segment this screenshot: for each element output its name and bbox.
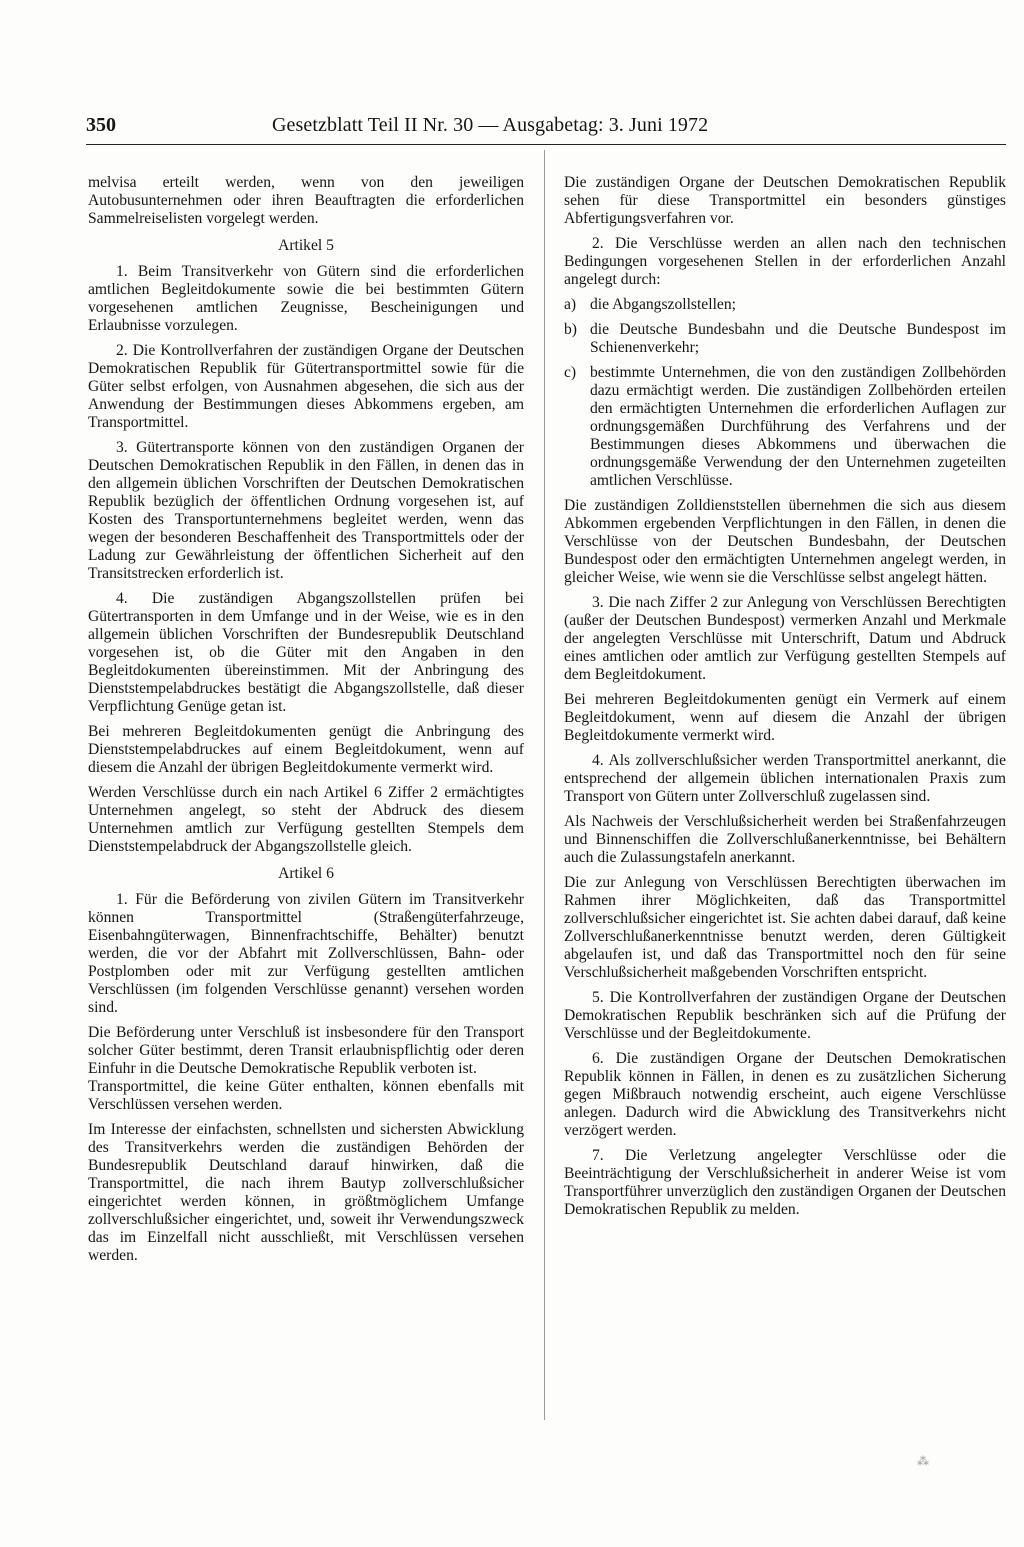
article-5-paragraph-1: 1. Beim Transitverkehr von Gütern sind die erforderlichen amtlichen Begleitdokumente sowie die bei bestimmten Gütern vorgesehenen amtlichen Zeugnisse, Bescheinigungen und Erlaubnisse vorzulegen. xyxy=(88,263,524,334)
list-item-b xyxy=(564,321,1006,357)
page-number: 350 xyxy=(86,114,116,136)
article-5-paragraph-6: Werden Verschlüsse durch ein nach Artikel 6 Ziffer 2 ermächtigtes Unternehmen angelegt, so steht der Abdruck des diesem Unternehmen amtlich zur Verfügung gestellten Stempels dem Dienststempelabdruck der Abgangszollstelle gleich. xyxy=(88,784,524,855)
article-5-paragraph-5: Bei mehreren Begleitdokumenten genügt die Anbringung des Dienststempelabdruckes auf einem Begleitdokument, wenn auf diesem die Anzahl der übrigen Begleitdokumente vermerkt wird. xyxy=(88,723,524,776)
right-paragraph-3: Die zuständigen Zolldienststellen übernehmen die sich aus diesem Abkommen ergebenden Verpflichtungen in den Fällen, in denen die Verschlüsse von der Deutschen Bundesbahn, der Deutschen Bundespost oder den ermächtigten Unternehmen angelegt werden, in gleicher Weise, wie wenn sie die Verschlüsse selbst angelegt hätten. xyxy=(564,497,1006,586)
right-paragraph-6: 4. Als zollverschlußsicher werden Transportmittel anerkannt, die entsprechend der allgemein üblichen internationalen Praxis zum Transport von Gütern unter Zollverschluß zugelassen sind. xyxy=(564,752,1006,805)
list-item-a-marker: a) xyxy=(564,296,577,313)
article-6-paragraph-1: 1. Für die Beförderung von zivilen Gütern im Transitverkehr können Transportmittel (Straßengüterfahrzeuge, Eisenbahngüterwagen, Binnenfrachtschiffe, Behälter) benutzt werden, die vor der Abfahrt mit Zollverschlüssen, Bahn- oder Postplomben oder mit zur Verfügung gestellten amtlichen Verschlüssen (im folgenden Verschlüsse genannt) versehen worden sind. xyxy=(88,891,524,1016)
list-item-a-text: die Abgangszollstellen; xyxy=(590,296,736,313)
right-column xyxy=(564,174,1006,1226)
article-6-paragraph-4: Im Interesse der einfachsten, schnellsten und sichersten Abwicklung des Transitverkehrs werden die zuständigen Behörden der Bundesrepublik Deutschland darauf hinwirken, daß die Transportmittel, die nach ihrem Bautyp zollverschlußsicher eingerichtet werden können, in größtmöglichem Umfange zollverschlußsicher eingerichtet, und, soweit ihr Verwendungszweck das im Einzelfall nicht ausschließt, mit Verschlüssen versehen werden. xyxy=(88,1121,524,1264)
article-5-paragraph-2: 2. Die Kontrollverfahren der zuständigen Organe der Deutschen Demokratischen Republik für Gütertransportmittel sowie für die Güter selbst erfolgen, von Ausnahmen abgesehen, die sich aus der Anwendung der Bestimmungen dieses Abkommens ergeben, am Transportmittel. xyxy=(88,342,524,431)
left-column xyxy=(88,174,524,1272)
article-6-paragraph-3: Transportmittel, die keine Güter enthalten, können ebenfalls mit Verschlüssen versehen werden. xyxy=(88,1078,524,1113)
right-paragraph-1: Die zuständigen Organe der Deutschen Demokratischen Republik sehen für diese Transportmittel ein besonders günstiges Abfertigungsverfahren vor. xyxy=(564,174,1006,227)
right-paragraph-8: Die zur Anlegung von Verschlüssen Berechtigten überwachen im Rahmen ihrer Möglichkeiten, daß das Transportmittel zollverschlußsicher eingerichtet ist. Sie achten dabei darauf, daß keine Zollverschlußanerkenntnisse benutzt werden, deren Gültigkeit abgelaufen ist, und daß das Transportmittel noch den für seine Verschlußsicherheit maßgebenden Vorschriften entspricht. xyxy=(564,874,1006,981)
list-item-a xyxy=(564,296,1006,314)
column-divider xyxy=(544,150,545,1420)
right-paragraph-7: Als Nachweis der Verschlußsicherheit werden bei Straßenfahrzeugen und Binnenschiffen die Zollverschlußanerkenntnisse, bei Behältern auch die Zulassungstafeln anerkannt. xyxy=(564,813,1006,866)
list-item-c-marker: c) xyxy=(564,364,577,381)
right-paragraph-4: 3. Die nach Ziffer 2 zur Anlegung von Verschlüssen Berechtigten (außer der Deutschen Bundespost) vermerken Anzahl und Merkmale der angelegten Verschlüsse mit Unterschrift, Datum und Abdruck eines amtlichen oder amtlich zur Verfügung gestellten Stempels auf dem Begleitdokument. xyxy=(564,594,1006,683)
header-rule xyxy=(86,144,1006,145)
right-paragraph-9: 5. Die Kontrollverfahren der zuständigen Organe der Deutschen Demokratischen Republik beschränken sich auf die Prüfung der Verschlüsse und der Begleitdokumente. xyxy=(564,989,1006,1042)
right-paragraph-11: 7. Die Verletzung angelegter Verschlüsse oder die Beeinträchtigung der Verschlußsicherheit in anderer Weise ist vom Transportführer unverzüglich den zuständigen Organen der Deutschen Demokratischen Republik zu melden. xyxy=(564,1147,1006,1218)
article-5-paragraph-4: 4. Die zuständigen Abgangszollstellen prüfen bei Gütertransporten in dem Umfange und in der Weise, wie es in den allgemein üblichen Vorschriften der Bundesrepublik Deutschland vorgesehen ist, ob die Güter mit den Angaben in den Begleitdokumenten übereinstimmen. Mit der Anbringung des Dienststempelabdruckes bestätigt die Abgangszollstelle, daß dieser Verpflichtung Genüge getan ist. xyxy=(88,590,524,715)
article-5-paragraph-3: 3. Gütertransporte können von den zuständigen Organen der Deutschen Demokratischen Republik in den Fällen, in denen das in den allgemein üblichen Vorschriften der Deutschen Demokratischen Republik bezüglich der öffentlichen Ordnung vorgesehen ist, auf Kosten des Transportunternehmens begleitet werden, wenn das wegen der besonderen Beschaffenheit des Transportmittels oder der Ladung zur Gewährleistung der öffentlichen Sicherheit auf den Transitstrecken erforderlich ist. xyxy=(88,439,524,582)
article-6-heading: Artikel 6 xyxy=(278,865,334,882)
list-item-b-text: die Deutsche Bundesbahn und die Deutsche Bundespost im Schienenverkehr; xyxy=(590,321,1006,356)
article-6-paragraph-2: Die Beförderung unter Verschluß ist insbesondere für den Transport solcher Güter bestimmt, deren Transit erlaubnispflichtig oder deren Einfuhr in die Deutsche Demokratische Republik verboten ist. xyxy=(88,1024,524,1077)
page-header xyxy=(86,110,1006,140)
right-paragraph-2: 2. Die Verschlüsse werden an allen nach den technischen Bedingungen vorgesehenen Stellen in der erforderlichen Anzahl angelegt durch: xyxy=(564,235,1006,288)
intro-paragraph: melvisa erteilt werden, wenn von den jeweiligen Autobusunternehmen oder ihren Beauftragten die erforderlichen Sammelreiselisten vorgelegt werden. xyxy=(88,174,524,227)
article-5-heading: Artikel 5 xyxy=(278,237,334,254)
running-head: Gesetzblatt Teil II Nr. 30 — Ausgabetag: 3. Juni 1972 xyxy=(272,114,709,136)
list-item-c-text: bestimmte Unternehmen, die von den zuständigen Zollbehörden dazu ermächtigt werden. Die zuständigen Zollbehörden erteilen den ermächtigten Unternehmen die erforderlichen Auflagen zur ordnungsgemäßen Durchführung des Verfahrens und der Bestimmungen dieses Abkommens und überwachen die ordnungsgemäße Verwendung der den Unternehmen zugeteilten amtlichen Verschlüsse. xyxy=(590,364,1006,489)
scan-mark-icon: ⁂ xyxy=(917,1454,929,1468)
list-item-b-marker: b) xyxy=(564,321,577,338)
right-paragraph-5: Bei mehreren Begleitdokumenten genügt ein Vermerk auf einem Begleitdokument, wenn auf diesem die Anzahl der übrigen Begleitdokumente vermerkt wird. xyxy=(564,691,1006,744)
list-item-c xyxy=(564,364,1006,490)
right-paragraph-10: 6. Die zuständigen Organe der Deutschen Demokratischen Republik können in Fällen, in denen es zu zusätzlichen Sicherung gegen Mißbrauch notwendig erscheint, auch eigene Verschlüsse anlegen. Dadurch wird die Abwicklung des Transitverkehrs nicht verzögert werden. xyxy=(564,1050,1006,1139)
